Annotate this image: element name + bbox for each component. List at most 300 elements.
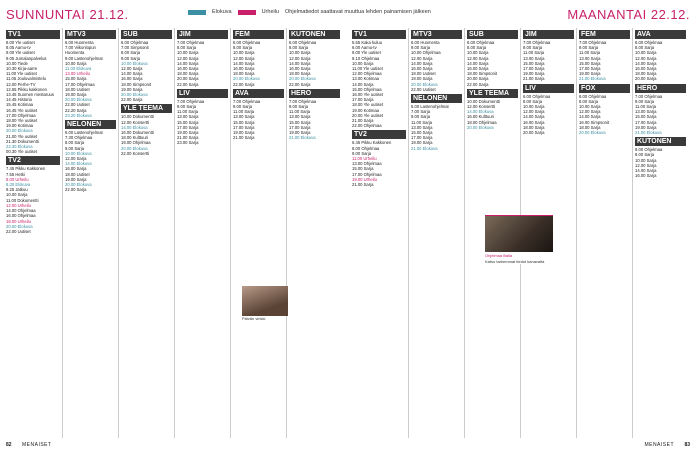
programme-listing: 12.00 Ohjelmaa [352, 71, 382, 77]
channel-header: KUTONEN [289, 30, 340, 39]
programme-listing: 00.30 Yle uutiset [6, 149, 38, 155]
channel-header: SUB [121, 30, 172, 39]
programme-listing: 6.45 Pikku Kakkonen [352, 140, 392, 146]
promo-subcaption: Katso tarkemmat tiedot kanavalta [485, 259, 545, 264]
programme-listing: 22.00 Uutiset [65, 102, 90, 108]
programme-listing: 22.00 Sarja [121, 97, 143, 103]
programme-listing: 12.00 Urheilu [6, 202, 31, 208]
programme-listing: 10.00 Sarja [635, 50, 657, 56]
programme-listing: 7.00 Sarja [411, 109, 431, 115]
column [632, 28, 688, 438]
programme-listing: 21.00 Sarja [352, 118, 374, 124]
promo-caption: Ohjelmaa illalla [485, 253, 513, 258]
programme-listing: 8.00 Sarja [467, 45, 487, 51]
programme-listing: 15.00 Sarja [289, 119, 311, 125]
channel-header: FOX [579, 84, 630, 93]
programme-listing: 12.00 Sarja [523, 109, 545, 115]
top-bar [0, 0, 696, 30]
programme-listing: 16.45 Yle uutiset [6, 107, 38, 113]
programme-listing: 14.00 Sarja [635, 60, 657, 66]
programme-listing: 19.00 Sarja [121, 86, 143, 92]
right-day-title: MAANANTAI 22.12. [567, 7, 690, 22]
programme-listing: 7.00 Ohjelmaa [635, 93, 663, 99]
column [576, 28, 632, 438]
channel-header: YLE TEEMA [121, 104, 172, 113]
programme-listing: 17.00 Ohjelmaa [65, 81, 95, 87]
programme-listing: 15.00 Sarja [635, 114, 657, 120]
programme-listing: 21.00 Elokuva [411, 145, 438, 151]
channel-header: SUB [467, 30, 518, 39]
programme-listing: 16.00 Sarja [121, 76, 143, 82]
programme-listing: 19.00 Ohjelmaa [121, 140, 151, 146]
programme-listing: 18.00 Simpsonit [121, 81, 152, 87]
programme-listing: 8.00 Sarja [289, 45, 309, 51]
programme-listing: 9.10 Ohjelmaa [352, 55, 380, 61]
programme-listing: 12.55 Pikku kakkonen [6, 86, 47, 92]
channel-header: LIV [177, 89, 228, 98]
programme-listing: 15.00 Sarja [411, 130, 433, 136]
programme-listing: 20.00 Elokuva [6, 223, 33, 229]
programme-listing: 10.00 Dokumentti [121, 114, 154, 120]
programme-listing: 13.00 Sarja [523, 55, 545, 61]
programme-listing: 20.00 Elokuva [579, 130, 606, 136]
programme-listing: 12.00 Konsertti [467, 104, 496, 110]
programme-listing: 18.00 Uutiset [411, 71, 436, 77]
programme-listing: 21.00 Sarja [523, 76, 545, 82]
programme-listing: 11.00 Sarja [289, 109, 311, 115]
programme-listing: 12.00 Sarja [177, 55, 199, 61]
programme-listing: 18.00 Simpsonit [467, 71, 498, 77]
programme-listing: 12.00 Sarja [121, 66, 143, 72]
programme-listing: 22.00 Konsertti [121, 150, 150, 156]
programme-listing: 21.00 Elokuva [289, 135, 316, 141]
programme-listing: 12.00 Sarja [635, 55, 657, 61]
programme-listing: 17.00 Sarja [352, 97, 374, 103]
programme-listing: 19.00 Sarja [579, 71, 601, 77]
programme-listing: 9.00 Sarja [411, 45, 431, 51]
programme-listing: 21.00 Elokuva [579, 76, 606, 82]
channel-header: NELONEN [65, 120, 116, 129]
channel-header: JIM [177, 30, 228, 39]
column [174, 28, 230, 438]
column [408, 28, 464, 438]
programme-listing: 6.00 Ohjelmaa [635, 147, 663, 153]
programme-listing: 8.30 Elokuva [6, 182, 31, 188]
programme-listing: 20.00 Elokuva [65, 97, 92, 103]
programme-listing: 14.00 Sarja [177, 60, 199, 66]
programme-listing: 23.20 Elokuva [65, 112, 92, 118]
programme-listing: 20.00 Elokuva [65, 182, 92, 188]
programme-listing: 9.00 Yle uutiset [6, 50, 35, 56]
programme-listing: 13.00 Sarja [579, 55, 601, 61]
programme-listing: 19.00 Urheilu [352, 176, 377, 182]
sport-legend-label: Urheilu [261, 9, 280, 15]
programme-listing: 22.00 Sarja [233, 81, 255, 87]
programme-listing: 22.00 Ohjelmaa [352, 123, 382, 129]
programme-listing: 20.00 Yle uutiset [352, 112, 384, 118]
programme-listing: 19.00 Sarja [523, 71, 545, 77]
column [352, 28, 408, 438]
programme-listing: 14.00 Elokuva [65, 161, 92, 167]
programme-listing: 6.00 Ohjelmaa [121, 40, 149, 45]
channel-header: TV1 [6, 30, 60, 39]
programme-listing: 6.00 Ohjelmaa [233, 40, 261, 45]
programme-listing: 18.00 Sarja [579, 124, 601, 130]
programme-listing: 9.00 Sarja [523, 45, 543, 51]
programme-listing: 18.00 Sarja [177, 71, 199, 77]
programme-listing: 11.00 Sarja [635, 104, 657, 110]
programme-listing: 18.00 Kulttuuri [121, 135, 149, 141]
programme-listing: 8.00 Ohjelmaa [352, 145, 380, 151]
programme-listing: 14.00 Ohjelmaa [6, 208, 36, 214]
programme-listing: 18.00 Yle uutiset [6, 118, 38, 124]
programme-listing: 5.00 Lastenohjelmat [411, 104, 449, 110]
programme-listing: 10.00 Ohjelmaa [411, 50, 441, 56]
programme-listing: 18.00 Uutiset [65, 86, 90, 92]
programme-listing: 20.00 Sarja [635, 76, 657, 82]
programme-listing: 11.00 Sarja [233, 109, 255, 115]
programme-listing: 18.00 Sarja [233, 71, 255, 77]
programme-listing: 19.00 Sarja [65, 92, 87, 98]
programme-listing: 19.00 Sarja [289, 130, 311, 136]
programme-listing: 16.00 Ohjelmaa [6, 213, 36, 219]
programme-listing: 17.00 Sarja [523, 66, 545, 72]
programme-listing: 15.45 Kotimaa [6, 102, 34, 108]
programme-listing: 6.00 Lastenohjelmat [65, 130, 103, 136]
promo-photo [242, 286, 288, 316]
programme-listing: 12.00 Sarja [233, 55, 255, 61]
programme-listing: 10.00 Tiede [6, 60, 28, 66]
programme-listing: 10.00 Dokumentti [467, 98, 500, 104]
programme-listing: 6.00 Ohjelmaa [289, 40, 317, 45]
programme-listing: 8.00 Sarja [635, 45, 655, 51]
programme-listing: 16.00 Sarja [411, 66, 433, 72]
programme-listing: 7.00 Ohjelmaa [523, 40, 551, 45]
programme-listing: 11.00 Yle uutiset [6, 71, 37, 77]
promo-box-left [242, 286, 288, 321]
programme-listing: 13.00 Urheilu [65, 71, 90, 77]
programme-listing: 10.30 Kirja-aarre [6, 66, 38, 72]
channel-header: AVA [233, 89, 284, 98]
footer [0, 440, 696, 450]
programme-listing: 18.00 Sarja [289, 71, 311, 77]
programme-listing: 15.00 Sarja [352, 166, 374, 172]
programme-listing: 14.00 Sarja [121, 71, 143, 77]
column [286, 28, 342, 438]
channel-header: JIM [523, 30, 574, 39]
programme-listing: 11.00 Yle uutiset [352, 66, 383, 72]
programme-listing: 7.55 Hetki [6, 171, 25, 177]
programme-listing: 18.00 Urheilu [6, 218, 31, 224]
programme-listing: 6.00 Ohjelmaa [579, 93, 607, 99]
legend [188, 9, 431, 15]
programme-listing: 21.00 Elokuva [635, 130, 662, 136]
programme-listing: 10.00 Sarja [467, 50, 489, 56]
programme-listing: 17.00 Ohjelmaa [352, 171, 382, 177]
page-number-right: 83 [684, 442, 690, 448]
programme-listing: 12.00 Sarja [635, 162, 657, 168]
programme-listing: 16.00 Sarja [635, 173, 657, 179]
programme-listing: 22.00 Sarja [65, 187, 87, 193]
left-page [6, 28, 344, 438]
programme-listing: 12.00 Sarja [579, 109, 601, 115]
programme-listing: 14.00 Sarja [579, 114, 601, 120]
legend-note: Ohjelmatiedot saattavat muuttua lehden painamisen jälkeen [285, 9, 431, 15]
programme-listing: 12.00 Perhe-TV [6, 81, 36, 87]
programme-listing: 7.00 Ohjelmaa [233, 98, 261, 104]
programme-listing: 7.00 Ohjelmaa [177, 98, 205, 104]
programme-listing: 9.00 Sarja [121, 55, 141, 61]
programme-listing: 20.00 Sarja [523, 130, 545, 136]
programme-listing: 7.00 Viikonlopun Huomenta [65, 45, 96, 56]
programme-listing: 14.00 Sarja [411, 60, 433, 66]
programme-listing: 22.00 Uutiset [411, 86, 436, 92]
programme-listing: 6.00 Aamu-tv [352, 45, 377, 51]
programme-listing: 9.00 Sarja [635, 98, 655, 104]
channel-header: HERO [635, 84, 686, 93]
programme-listing: 9.25 Jatkuu [6, 187, 28, 193]
programme-listing: 6.00 Ohjelmaa [523, 93, 551, 99]
programme-listing: 8.00 Sarja [121, 50, 141, 56]
programme-listing: 18.00 Yle uutiset [352, 102, 384, 108]
programme-listing: 9.00 Lastenohjelmat [65, 55, 103, 61]
channel-header: MTV3 [65, 30, 116, 39]
programme-listing: 10.00 Sarja [65, 60, 87, 66]
promo-photo [485, 216, 553, 252]
programme-listing: 8.00 Sarja [233, 45, 253, 51]
programme-listing: 11.00 Elokuva [65, 66, 92, 72]
programme-listing: 9.00 Sarja [289, 104, 309, 110]
programme-listing: 12.00 Konsertti [121, 119, 150, 125]
programme-listing: 8.00 Sarja [523, 98, 543, 104]
programme-listing: 10.00 Elokuva [65, 150, 92, 156]
programme-listing: 7.00 Ohjelmaa [177, 40, 205, 45]
magazine-name-left: MENAISET [22, 442, 52, 448]
programme-listing: 9.00 Sarja [233, 104, 253, 110]
programme-listing: 16.00 Sarja [467, 66, 489, 72]
programme-listing: 22.00 Uutiset [6, 228, 31, 234]
programme-listing: 18.00 Ohjelmaa [467, 119, 497, 125]
programme-listing: 15.00 Sarja [177, 119, 199, 125]
programme-listing: 22.00 Sarja [177, 81, 199, 87]
programme-listing: 20.00 Elokuva [121, 145, 148, 151]
programme-listing: 17.00 Sarja [289, 124, 311, 130]
programme-listing: 17.00 Sarja [411, 135, 433, 141]
programme-listing: 17.00 Sarja [635, 119, 657, 125]
sport-legend-swatch [238, 10, 256, 15]
programme-listing: 12.00 Sarja [65, 156, 87, 162]
programme-listing: 14.00 Sarja [352, 81, 374, 87]
programme-listing: 11.00 Sarja [177, 109, 199, 115]
programme-listing: 23.00 Sarja [177, 140, 199, 146]
programme-listing: 7.00 Ohjelmaa [289, 98, 317, 104]
programme-listing: 10.00 Sarja [177, 50, 199, 56]
programme-listing: 7.45 Pikku Kakkonen [6, 166, 46, 172]
programme-listing: 15.00 Sarja [233, 119, 255, 125]
programme-listing: 14.00 Sarja [289, 60, 311, 66]
programme-listing: 11.00 Sarja [411, 119, 433, 125]
programme-listing: 20.00 Elokuva [289, 76, 316, 82]
programme-listing: 18.00 Uutiset [65, 171, 90, 177]
programme-listing: 22.00 Sarja [289, 81, 311, 87]
programme-listing: 7.00 Ohjelmaa [579, 40, 607, 45]
programme-listing: 21.00 Sarja [352, 182, 374, 188]
programme-listing: 16.00 Kulttuuri [467, 114, 495, 120]
programme-listing: 14.45 Historia [6, 97, 32, 103]
programme-listing: 13.00 Sarja [289, 114, 311, 120]
programme-listing: 17.00 Sarja [177, 124, 199, 130]
magazine-name-right: MENAISET [644, 442, 674, 448]
column [230, 28, 286, 438]
programme-listing: 12.00 Sarja [411, 55, 433, 61]
programme-listing: 10.00 Elokuva [121, 60, 148, 66]
programme-listing: 15.00 Sarja [579, 60, 601, 66]
programme-listing: 9.00 Sarja [65, 145, 85, 151]
programme-listing: 8.00 Sarja [177, 45, 197, 51]
programme-listing: 13.00 Sarja [635, 109, 657, 115]
programme-listing: 21.30 Dokumentti [6, 138, 39, 144]
programme-listing: 15.00 Sarja [523, 60, 545, 66]
programme-listing: 11.00 Sarja [523, 50, 545, 56]
programme-listing: 11.05 Jouluvalmistelu [6, 76, 46, 82]
programme-listing: 19.00 Kotimaa [352, 107, 380, 113]
programme-listing: 22.30 Elokuva [6, 144, 33, 150]
programme-listing: 22.20 Sarja [65, 107, 87, 113]
programme-listing: 9.00 Sarja [352, 150, 372, 156]
programme-listing: 16.00 Yle uutiset [352, 92, 384, 98]
programme-listing: 9.00 Sarja [411, 114, 431, 120]
programme-listing: 20.00 Elokuva [121, 92, 148, 98]
programme-listing: 12.00 Sarja [289, 55, 311, 61]
channel-header: AVA [635, 30, 686, 39]
programme-listing: 5.55 Kaka kuluu [352, 40, 383, 45]
channel-header: NELONEN [411, 94, 462, 103]
programme-listing: 13.00 Sarja [177, 114, 199, 120]
programme-listing: 13.00 Kotimaa [352, 76, 380, 82]
column [6, 28, 62, 438]
programme-listing: 10.00 Sarja [579, 104, 601, 110]
programme-listing: 6.00 Huomenta [411, 40, 440, 45]
channel-header: LIV [523, 84, 574, 93]
programme-listing: 22.00 Sarja [467, 81, 489, 87]
programme-listing: 15.00 Sarja [65, 76, 87, 82]
programme-listing: 16.00 Sarja [65, 166, 87, 172]
programme-listing: 16.00 Simpsonit [579, 119, 610, 125]
channel-header: KUTONEN [635, 137, 686, 146]
programme-listing: 14.00 Elokuva [467, 109, 494, 115]
programme-listing: 10.00 Sarja [635, 157, 657, 163]
programme-listing: 19.00 Sarja [411, 140, 433, 146]
page-number-left: 82 [6, 442, 12, 448]
channel-header: FEM [579, 30, 630, 39]
programme-listing: 10.00 Sarja [352, 60, 374, 66]
programme-listing: 9.00 Sarja [177, 104, 197, 110]
programme-listing: 21.00 Sarja [233, 135, 255, 141]
programme-listing: 8.00 Sarja [635, 152, 655, 158]
film-legend-swatch [188, 10, 206, 15]
programme-listing: 21.00 Yle uutiset [6, 133, 38, 139]
programme-listing: 14.00 Sarja [467, 60, 489, 66]
programme-listing: 19.00 Kotimaa [6, 123, 34, 129]
programme-listing: 6.00 Huomenta [65, 40, 94, 45]
programme-listing: 16.00 Sarja [177, 66, 199, 72]
programme-listing: 20.00 Elokuva [411, 81, 438, 87]
programme-listing: 15.00 Ohjelmaa [352, 86, 382, 92]
programme-listing: 14.00 Sarja [635, 168, 657, 174]
programme-listing: 12.00 Sarja [467, 55, 489, 61]
programme-listing: 14.00 Elokuva [121, 124, 148, 130]
channel-header: HERO [289, 89, 340, 98]
programme-listing: 13.00 Ohjelmaa [352, 161, 382, 167]
programme-listing: 16.00 Sarja [233, 66, 255, 72]
programme-listing: 19.00 Sarja [177, 130, 199, 136]
programme-listing: 13.00 Sarja [233, 114, 255, 120]
programme-listing: 9.00 Sarja [579, 45, 599, 51]
promo-caption: Päivän vinkki [242, 316, 266, 321]
programme-listing: 10.00 Sarja [6, 192, 28, 198]
programme-listing: 6.00 Ohjelmaa [467, 40, 495, 45]
programme-listing: 17.00 Ohjelmaa [6, 112, 36, 118]
column [118, 28, 174, 438]
programme-listing: 10.00 Sarja [233, 50, 255, 56]
programme-listing: 14.00 Sarja [233, 60, 255, 66]
channel-header: MTV3 [411, 30, 462, 39]
programme-listing: 17.00 Sarja [579, 66, 601, 72]
programme-listing: 20.00 Sarja [467, 76, 489, 82]
programme-listing: 16.00 Dokumentti [121, 130, 154, 136]
channel-header: TV2 [6, 156, 60, 165]
programme-listing: 19.00 Sarja [233, 130, 255, 136]
programme-listing: 18.00 Sarja [635, 71, 657, 77]
programme-listing: 13.00 Sarja [411, 124, 433, 130]
programme-listing: 16.00 Sarja [635, 66, 657, 72]
programme-listing: 16.00 Sarja [523, 119, 545, 125]
programme-listing: 11.00 Dokumentti [6, 197, 39, 203]
programme-listing: 9.05 Jumalanpalvelus [6, 55, 47, 61]
film-legend-label: Elokuva [212, 9, 232, 15]
programme-listing: 21.00 Sarja [177, 135, 199, 141]
programme-listing: 20.00 Elokuva [467, 124, 494, 130]
programme-listing: 10.00 Sarja [289, 50, 311, 56]
programme-listing: 8.00 Yle uutiset [6, 40, 35, 45]
programme-listing: 17.00 Sarja [233, 124, 255, 130]
programme-listing: 19.00 Sarja [635, 124, 657, 130]
programme-listing: 11.00 Sarja [579, 50, 601, 56]
programme-listing: 20.00 Sarja [177, 76, 199, 82]
programme-listing: 9.00 Yle uutiset [352, 50, 381, 56]
programme-listing: 7.00 Simpsonit [121, 45, 149, 51]
programme-listing: 8.00 Urheilu [6, 176, 29, 182]
programme-listing: 8.00 Sarja [579, 98, 599, 104]
programme-listing: 11.00 Urheilu [352, 156, 377, 162]
programme-listing: 19.00 Sarja [65, 176, 87, 182]
channel-header: TV2 [352, 130, 406, 139]
channel-header: FEM [233, 30, 284, 39]
programme-listing: 10.00 Sarja [523, 104, 545, 110]
programme-listing: 14.00 Sarja [523, 114, 545, 120]
programme-listing: 18.00 Sarja [523, 124, 545, 130]
channel-header: YLE TEEMA [467, 89, 518, 98]
column [62, 28, 118, 438]
left-day-title: SUNNUNTAI 21.12. [6, 7, 129, 22]
programme-listing: 13.45 Suomen mestaruus [6, 92, 54, 98]
programme-listing: 8.00 Sarja [65, 140, 85, 146]
programme-listing: 8.05 Aamu-tv [6, 45, 31, 51]
promo-box-right [485, 215, 553, 264]
programme-listing: 20.00 Elokuva [233, 76, 260, 82]
programme-listing: 7.30 Ohjelmaa [65, 135, 93, 141]
channel-header: TV1 [352, 30, 406, 39]
